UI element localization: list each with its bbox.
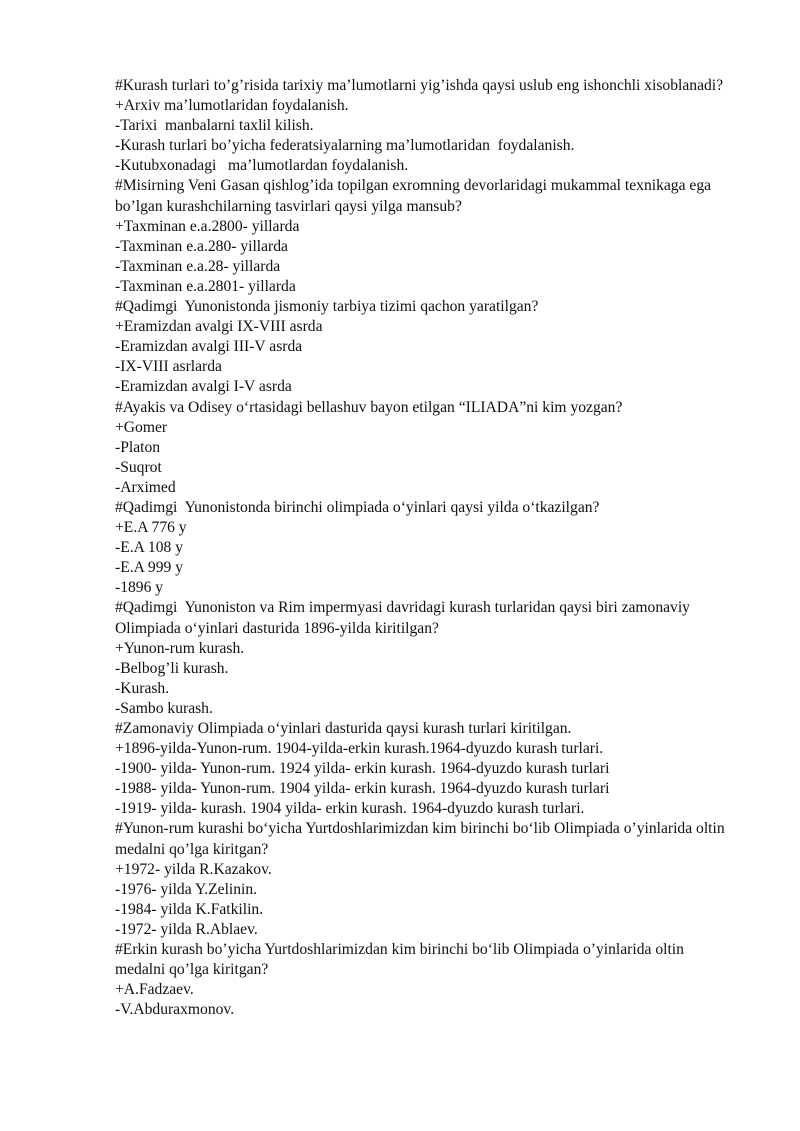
- answer-option: -1919- yilda- kurash. 1904 yilda- erkin kurash. 1964-dyuzdo kurash turlari.: [115, 800, 585, 818]
- answer-option: -1896 y: [115, 579, 164, 597]
- answer-option: -Sambo kurash.: [115, 699, 213, 717]
- answer-option: -E.A 999 y: [115, 559, 184, 577]
- answer-option: -1900- yilda- Yunon-rum. 1924 yilda- erkin kurash. 1964-dyuzdo kurash turlari: [115, 760, 610, 778]
- answer-option: -Eramizdan avalgi III-V asrda: [115, 338, 303, 356]
- question-line: #Yunon-rum kurashi bo‘yicha Yurtdoshlarimizdan kim birinchi bo‘lib Olimpiada o’yinlarida oltin medalni qo’lga kiritgan?: [115, 820, 729, 858]
- answer-option: -1984- yilda K.Fatkilin.: [115, 900, 264, 918]
- answer-correct: +Arxiv ma’lumotlaridan foydalanish.: [115, 97, 349, 115]
- answer-option: -Arximed: [115, 478, 176, 496]
- answer-option: -Belbog’li kurash.: [115, 659, 229, 677]
- answer-option: -Kutubxonadagi ma’lumotlardan foydalanish.: [115, 157, 409, 175]
- answer-option: -V.Abduraxmonov.: [115, 1001, 235, 1019]
- answer-option: -Taxminan e.a.28- yillarda: [115, 257, 281, 275]
- answer-correct: +1972- yilda R.Kazakov.: [115, 860, 272, 878]
- question-line: #Qadimgi Yunoniston va Rim impermyasi davridagi kurash turlaridan qaysi biri zamonaviy Olimpiada o‘yinlari dasturida 1896-yilda kiritilgan?: [115, 599, 694, 637]
- answer-option: -IX-VIII asrlarda: [115, 358, 222, 376]
- answer-correct: +A.Fadzaev.: [115, 981, 194, 999]
- answer-option: -Kurash turlari bo’yicha federatsiyalarning ma’lumotlaridan foydalanish.: [115, 137, 575, 155]
- answer-correct: +E.A 776 y: [115, 519, 187, 537]
- answer-option: -Suqrot: [115, 458, 162, 476]
- answer-correct: +1896-yilda-Yunon-rum. 1904-yilda-erkin kurash.1964-dyuzdo kurash turlari.: [115, 740, 604, 758]
- answer-correct: +Eramizdan avalgi IX-VIII asrda: [115, 318, 323, 336]
- answer-option: -Platon: [115, 438, 161, 456]
- document-page: [115, 76, 735, 1020]
- answer-option: -Kurash.: [115, 679, 170, 697]
- answer-option: -1976- yilda Y.Zelinin.: [115, 880, 258, 898]
- answer-correct: +Taxminan e.a.2800- yillarda: [115, 217, 300, 235]
- question-line: #Qadimgi Yunonistonda jismoniy tarbiya tizimi qachon yaratilgan?: [115, 298, 539, 316]
- answer-option: -Eramizdan avalgi I-V asrda: [115, 378, 292, 396]
- answer-option: -E.A 108 y: [115, 539, 184, 557]
- answer-option: -1988- yilda- Yunon-rum. 1904 yilda- erkin kurash. 1964-dyuzdo kurash turlari: [115, 780, 610, 798]
- question-line: #Zamonaviy Olimpiada o‘yinlari dasturida qaysi kurash turlari kiritilgan.: [115, 720, 572, 737]
- answer-option: -1972- yilda R.Ablaev.: [115, 920, 258, 938]
- question-line: #Ayakis va Odisey o‘rtasidagi bellashuv bayon etilgan “ILIADA”ni kim yozgan?: [115, 398, 623, 416]
- answer-option: -Taxminan e.a.280- yillarda: [115, 237, 288, 255]
- answer-correct: +Gomer: [115, 418, 168, 436]
- question-line: #Kurash turlari to’g’risida tarixiy ma’lumotlarni yig’ishda qaysi uslub eng ishonchli xisoblanadi?: [115, 77, 724, 94]
- answer-option: -Taxminan e.a.2801- yillarda: [115, 277, 296, 295]
- answer-correct: +Yunon-rum kurash.: [115, 639, 245, 657]
- question-line: #Erkin kurash bo’yicha Yurtdoshlarimizdan kim birinchi bo‘lib Olimpiada o’yinlarida oltin medalni qo’lga kiritgan?: [115, 941, 688, 979]
- question-line: #Qadimgi Yunonistonda birinchi olimpiada o‘yinlari qaysi yilda o‘tkazilgan?: [115, 498, 600, 516]
- question-line: #Misirning Veni Gasan qishlog’ida topilgan exromning devorlaridagi mukammal texnikaga ega bo’lgan kurashchilarning tasvirlari qaysi yilga mansub?: [115, 177, 715, 215]
- answer-option: -Tarixi manbalarni taxlil kilish.: [115, 117, 314, 135]
